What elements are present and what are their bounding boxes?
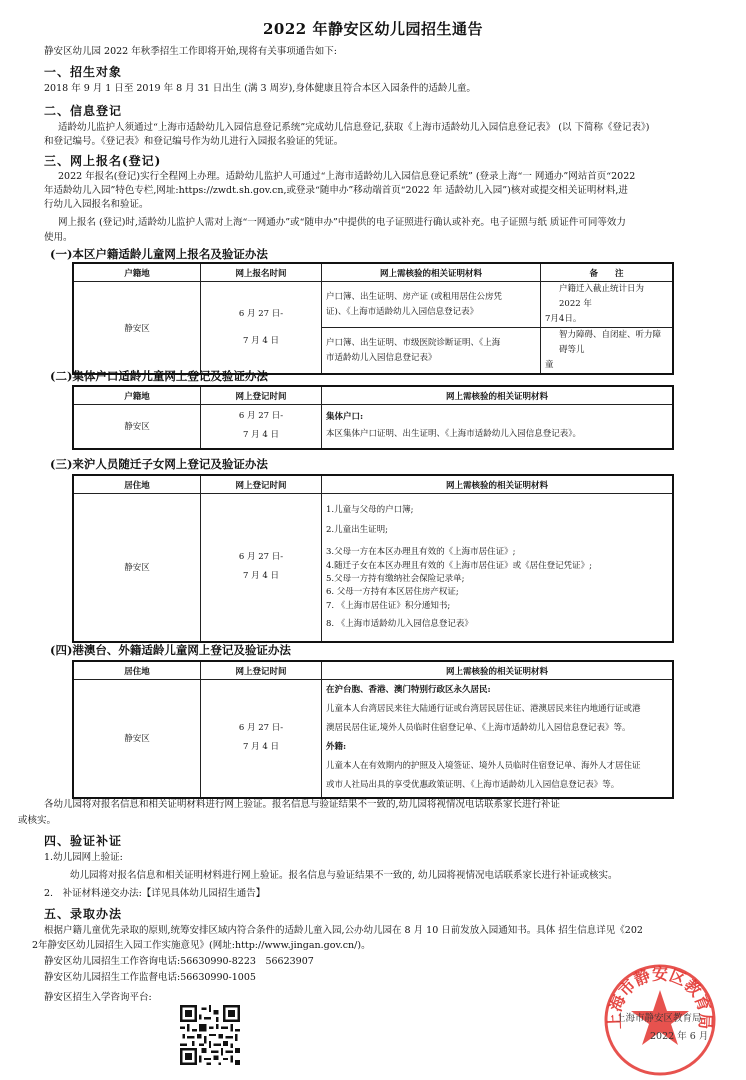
table-3-district: 静安区 bbox=[73, 494, 201, 642]
after-tables-line-1: 各幼儿园将对报名信息和相关证明材料进行网上验证。报名信息与验证结果不一致的,幼儿园将视情况电话联系家长进行补证 bbox=[44, 799, 561, 810]
table-2-header-location: 户籍地 bbox=[73, 386, 201, 405]
section-3-line-3: 行幼儿入园报名和验证。 bbox=[44, 199, 149, 210]
table-4-district: 静安区 bbox=[73, 680, 201, 798]
table-3-item-3: 3.父母一方在本区办理且有效的《上海市居住证》; bbox=[326, 547, 516, 558]
section-3-line-1: 2022 年报名(登记)实行全程网上办理。适龄幼儿监护人可通过“上海市适龄幼儿入园信息登记系统” (登录上海“一 网通办”网站首页“2022 bbox=[58, 171, 636, 182]
table-4-mat-3: 澳居民居住证,境外人员临时住宿登记单、《上海市适龄幼儿入园信息登记表》等。 bbox=[326, 723, 631, 734]
table-1-header-time: 网上报名时间 bbox=[201, 263, 322, 282]
table-1-mat-2a: 户口簿、出生证明、市级医院诊断证明、《上海 bbox=[326, 337, 501, 348]
section-4-p1: 1.幼儿园网上验证: bbox=[44, 852, 123, 863]
table-2-time-start: 6 月 27 日- bbox=[238, 411, 284, 422]
table-1-time bbox=[201, 282, 322, 375]
section-5-heading: 五、录取办法 bbox=[44, 907, 123, 921]
table-1-mat-1b: 证)、《上海市适龄幼儿入园信息登记表》 bbox=[326, 306, 479, 317]
consult-phone: 静安区幼儿园招生工作咨询电话:56630990-8223 56623907 bbox=[44, 956, 314, 967]
table-1-note-2b: 童 bbox=[545, 360, 554, 370]
table-4-header-location: 居住地 bbox=[73, 661, 201, 680]
table-1-header-notes: 备 注 bbox=[541, 263, 674, 282]
table-4-mat-2: 儿童本人台湾居民来往大陆通行证或台湾居民居住证、港澳居民来往内地通行证或港 bbox=[326, 704, 641, 715]
section-1-heading: 一、招生对象 bbox=[44, 65, 123, 79]
section-4-p2: 幼儿园将对报名信息和相关证明材料进行网上验证。报名信息与验证结果不一致的, 幼儿园将视情况电话联系家长进行补证或核实。 bbox=[70, 870, 618, 881]
table-1-materials-row-1 bbox=[322, 282, 541, 328]
table-1-mat-2b: 市适龄幼儿入园信息登记表》 bbox=[326, 352, 437, 363]
table-3 bbox=[72, 474, 674, 643]
table-1-note-2a: 智力障碍、自闭症、听力障碍等儿 bbox=[559, 330, 662, 355]
supervise-phone: 静安区幼儿园招生工作监督电话:56630990-1005 bbox=[44, 972, 256, 983]
table-4-time-end: 7 月 4 日 bbox=[243, 742, 279, 753]
table-3-item-4: 4.随迁子女在本区办理且有效的《上海市居住证》或《居住登记凭证》; bbox=[326, 561, 592, 572]
section-2-line-2: 和登记编号。《登记表》和登记编号作为幼儿进行入园报名验证的凭证。 bbox=[44, 136, 344, 147]
table-3-materials bbox=[322, 494, 674, 642]
table-4-mat-6: 或市人社局出具的享受优惠政策证明、《上海市适龄幼儿入园信息登记表》等。 bbox=[326, 780, 620, 791]
section-3-line-4: 网上报名 (登记)时,适龄幼儿监护人需对上海“一网通办”或“随申办”中提供的电子证照进行确认或补充。电子证照与纸 质证件可同等效力 bbox=[58, 217, 626, 228]
qr-code-icon[interactable] bbox=[180, 1005, 240, 1065]
platform-label: 静安区招生入学咨询平台: bbox=[44, 992, 152, 1003]
table-2-mat-1: 集体户口: bbox=[326, 412, 364, 423]
section-3-heading: 三、网上报名(登记) bbox=[44, 154, 162, 168]
table-1-time-start: 6 月 27 日- bbox=[238, 308, 284, 319]
table-3-item-1: 1.儿童与父母的户口簿; bbox=[326, 505, 414, 516]
table-1-materials-row-2 bbox=[322, 328, 541, 375]
table-3-header-time: 网上登记时间 bbox=[201, 475, 322, 494]
table-4-heading: (四)港澳台、外籍适龄儿童网上登记及验证办法 bbox=[50, 643, 291, 657]
issue-date: 2022 年 6 月 bbox=[650, 1031, 709, 1042]
table-2 bbox=[72, 385, 674, 450]
table-2-time bbox=[201, 405, 322, 449]
issuer-signature: 上海市静安区教育局 bbox=[616, 1013, 702, 1024]
table-2-mat-2: 本区集体户口证明、出生证明、《上海市适龄幼儿入园信息登记表》。 bbox=[326, 429, 582, 440]
table-1-header-location: 户籍地 bbox=[73, 263, 201, 282]
table-2-header-time: 网上登记时间 bbox=[201, 386, 322, 405]
table-1 bbox=[72, 262, 674, 375]
page-title: 2022 年静安区幼儿园招生通告 bbox=[263, 20, 483, 38]
table-2-time-end: 7 月 4 日 bbox=[243, 430, 279, 441]
table-3-time-end: 7 月 4 日 bbox=[243, 571, 279, 582]
table-4-mat-1: 在沪台胞、香港、澳门特别行政区永久居民: bbox=[326, 685, 491, 696]
table-2-heading: (二)集体户口适龄儿童网上登记及验证办法 bbox=[50, 369, 268, 383]
table-4-mat-4: 外籍: bbox=[326, 742, 347, 753]
section-4-heading: 四、验证补证 bbox=[44, 834, 123, 848]
table-4-time-start: 6 月 27 日- bbox=[238, 723, 284, 734]
table-3-header-location: 居住地 bbox=[73, 475, 201, 494]
table-4-mat-5: 儿童本人在有效期内的护照及入境签证、境外人员临时住宿登记单、海外人才居住证 bbox=[326, 761, 641, 772]
after-tables-line-2: 或核实。 bbox=[18, 815, 57, 826]
table-3-item-8: 8. 《上海市适龄幼儿入园信息登记表》 bbox=[326, 619, 473, 630]
table-4-header-time: 网上登记时间 bbox=[201, 661, 322, 680]
table-2-materials bbox=[322, 405, 674, 449]
section-5-line-2: 2年静安区幼儿园招生入园工作实施意见》(网址:http://www.jingan.gov.cn/)。 bbox=[32, 940, 371, 951]
intro-text: 静安区幼儿园 2022 年秋季招生工作即将开始,现将有关事项通告如下: bbox=[44, 46, 337, 57]
seal-ring-text: 上海市静安区教育局 bbox=[604, 964, 716, 1030]
table-2-district: 静安区 bbox=[73, 405, 201, 449]
section-4-p3: 2. 补证材料递交办法:【详见具体幼儿园招生通告】 bbox=[44, 888, 266, 899]
table-1-note-1b: 7月4日。 bbox=[545, 314, 582, 324]
table-4-materials bbox=[322, 680, 674, 798]
table-1-time-end: 7 月 4 日 bbox=[243, 335, 279, 346]
table-3-item-7: 7. 《上海市居住证》积分通知书; bbox=[326, 601, 451, 612]
table-4 bbox=[72, 660, 674, 799]
section-2-line-1: 适龄幼儿监护人须通过“上海市适龄幼儿入园信息登记系统”完成幼儿信息登记,获取《上海市适龄幼儿入园信息登记表》 (以 下简称《登记表》) bbox=[58, 122, 650, 133]
section-3-line-5: 使用。 bbox=[44, 232, 73, 243]
table-1-heading: (一)本区户籍适龄儿童网上报名及验证办法 bbox=[50, 247, 268, 261]
section-1-text: 2018 年 9 月 1 日至 2019 年 8 月 31 日出生 (满 3 周岁),身体健康且符合本区入园条件的适龄儿童。 bbox=[44, 83, 476, 94]
table-4-header-materials: 网上需核验的相关证明材料 bbox=[322, 661, 674, 680]
section-3-line-2: 年适龄幼儿入园”特色专栏,网址:https://zwdt.sh.gov.cn,或登录“随申办”移动端首页“2022 年 适龄幼儿入园”)核对或提交相关证明材料,进 bbox=[44, 185, 628, 196]
table-3-item-5: 5.父母一方持有缴纳社会保险记录单; bbox=[326, 574, 465, 585]
section-2-heading: 二、信息登记 bbox=[44, 104, 123, 118]
table-1-note-1a: 户籍迁入截止统计日为 2022 年 bbox=[559, 284, 645, 309]
table-3-item-6: 6. 父母一方持有本区居住房产权证; bbox=[326, 587, 459, 598]
table-2-header-materials: 网上需核验的相关证明材料 bbox=[322, 386, 674, 405]
table-1-note-row-1 bbox=[541, 282, 674, 328]
table-1-note-row-2 bbox=[541, 328, 674, 375]
table-1-mat-1a: 户口簿、出生证明、房产证 (或租用居住公房凭 bbox=[326, 291, 503, 302]
table-3-item-2: 2.儿童出生证明; bbox=[326, 525, 388, 536]
table-3-heading: (三)来沪人员随迁子女网上登记及验证办法 bbox=[50, 457, 268, 471]
table-4-time bbox=[201, 680, 322, 798]
table-3-header-materials: 网上需核验的相关证明材料 bbox=[322, 475, 674, 494]
table-3-time bbox=[201, 494, 322, 642]
table-3-time-start: 6 月 27 日- bbox=[238, 552, 284, 563]
table-1-district: 静安区 bbox=[73, 282, 201, 375]
table-1-header-materials: 网上需核验的相关证明材料 bbox=[322, 263, 541, 282]
section-5-line-1: 根据户籍儿童优先录取的原则,统筹安排区域内符合条件的适龄儿童入园,公办幼儿园在 8 月 10 日前发放入园通知书。具体 招生信息详见《202 bbox=[44, 925, 643, 936]
